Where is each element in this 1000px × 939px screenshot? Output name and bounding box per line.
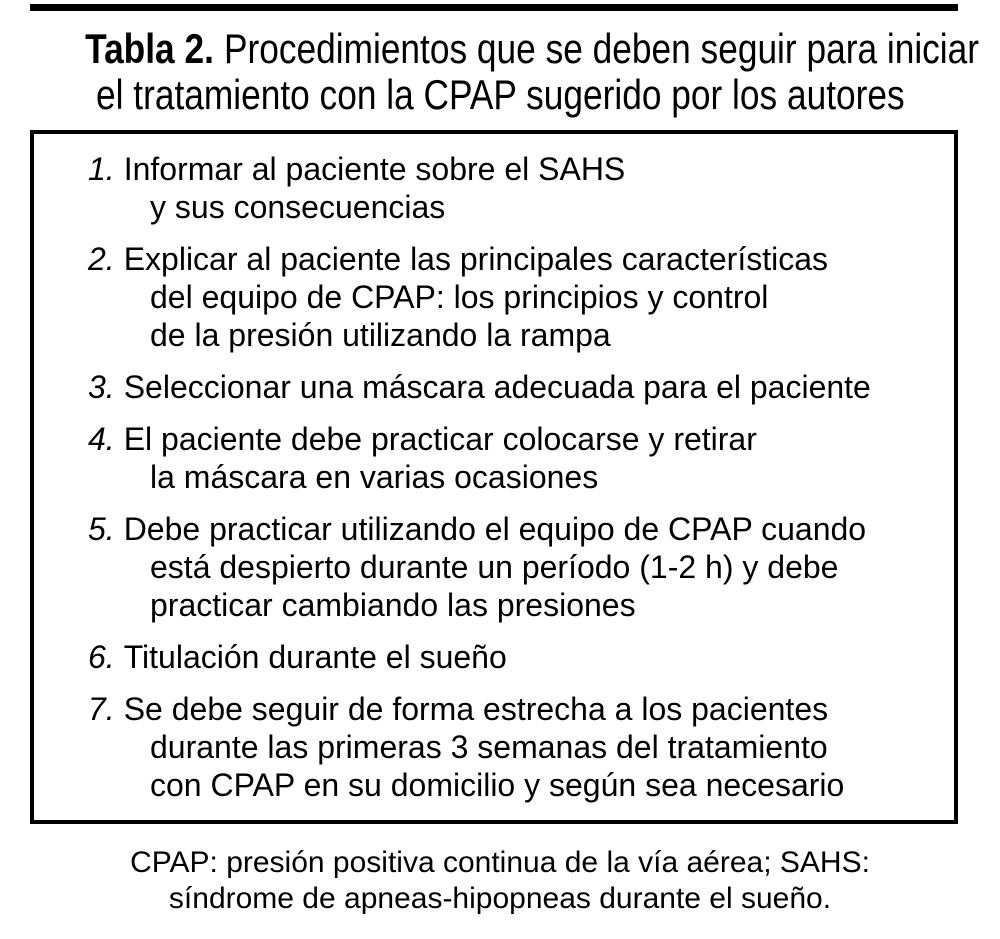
procedure-item-1 (88, 150, 946, 226)
item-line: y sus consecuencias (150, 189, 446, 225)
procedures-list (34, 134, 954, 804)
item-number: 6. (88, 639, 115, 675)
procedure-item-6 (88, 638, 946, 676)
item-number: 4. (88, 421, 115, 457)
item-line: practicar cambiando las presiones (150, 587, 636, 623)
footnote-line-2: síndrome de apneas-hipopneas durante el sueño. (168, 882, 832, 915)
item-number: 7. (88, 691, 115, 727)
item-text: Titulación durante el sueño (123, 639, 507, 675)
item-text: Debe practicar utilizando el equipo de CPAP cuando (123, 511, 867, 547)
item-line (88, 150, 946, 188)
item-number: 3. (88, 369, 115, 405)
item-line (88, 368, 946, 406)
item-line: del equipo de CPAP: los principios y control (150, 279, 769, 315)
table-caption-label: Tabla 2. (85, 25, 214, 72)
table-caption-text: Procedimientos que se deben seguir para iniciar (223, 25, 980, 72)
table-caption-line-1 (85, 26, 979, 72)
footnote-line-1: CPAP: presión positiva continua de la vía aérea; SAHS: (130, 846, 870, 879)
item-number: 5. (88, 511, 115, 547)
procedure-item-4 (88, 420, 946, 496)
item-line: está despierto durante un período (1-2 h) y debe (150, 549, 839, 585)
item-line (88, 638, 946, 676)
item-line (88, 420, 946, 458)
procedure-item-5 (88, 510, 946, 624)
item-text: Informar al paciente sobre el SAHS (123, 151, 626, 187)
item-number: 2. (88, 241, 115, 277)
item-line (88, 690, 946, 728)
procedure-item-7 (88, 690, 946, 804)
procedure-item-2 (88, 240, 946, 354)
table-caption-line-2: el tratamiento con la CPAP sugerido por los autores (95, 71, 905, 118)
item-line (88, 240, 946, 278)
table-caption (0, 26, 1000, 118)
item-text: Se debe seguir de forma estrecha a los pacientes (123, 691, 829, 727)
item-text: Explicar al paciente las principales características (123, 241, 828, 277)
procedure-item-3 (88, 368, 946, 406)
top-rule (30, 4, 958, 11)
item-number: 1. (88, 151, 115, 187)
item-line: durante las primeras 3 semanas del tratamiento (150, 729, 828, 765)
item-line: de la presión utilizando la rampa (150, 317, 611, 353)
item-line: con CPAP en su domicilio y según sea necesario (150, 767, 845, 803)
item-line: la máscara en varias ocasiones (150, 459, 599, 495)
item-text: Seleccionar una máscara adecuada para el paciente (123, 369, 871, 405)
item-text: El paciente debe practicar colocarse y retirar (123, 421, 757, 457)
item-line (88, 510, 946, 548)
footnote (0, 845, 1000, 917)
procedures-box (30, 130, 958, 824)
